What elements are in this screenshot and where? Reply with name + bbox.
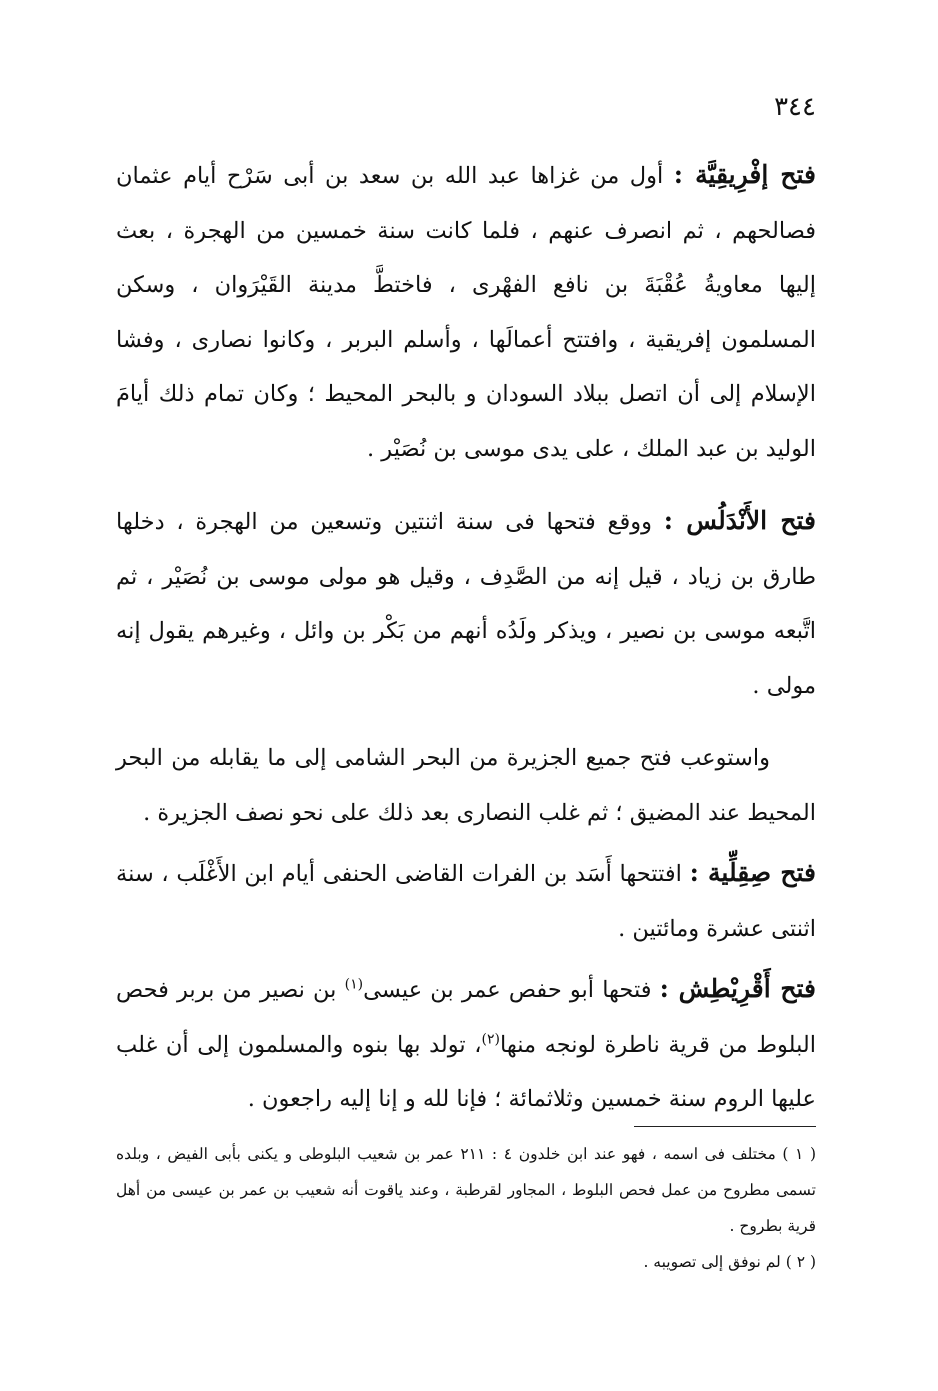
paragraph-text: أول من غزاها عبد الله بن سعد بن أبى سَرْح أيام عثمان فصالحهم ، ثم انصرف عنهم ، فلما كانت سنة خمسين من الهجرة ، بعث إليها معاويةُ عُقْبَةَ بن نافع الفهْرى ، فاختطَّ مدينة القَيْرَوان ، وسكن المسلمون إفريقية ، وافتتح أعمالَها ، وأسلم البربر ، وكانوا نصارى ، وفشا الإسلام إلى أن اتصل ببلاد السودان و بالبحر المحيط ؛ وكان تمام ذلك أيامَ الوليد بن عبد الملك ، على يدى موسى بن نُصَيْر .	[116, 163, 816, 462]
footnote-1: ( ١ ) مختلف فى اسمه ، فهو عند ابن خلدون ٤ : ٢١١ عمر بن شعيب البلوطى و يكنى بأبى الفيض ، وبلده تسمى مطروح من عمل فحص البلوط ، المجاور لقرطبة ، وعند ياقوت أنه شعيب بن عمر بن عيسى من أهل قرية بطروح .	[116, 1145, 816, 1235]
section-heading: فتح إفْرِيقِيَّة :	[673, 160, 816, 189]
paragraph-ifriqiya	[116, 148, 816, 476]
footnote-2: ( ٢ ) لم نوفق إلى تصويبه .	[643, 1253, 816, 1271]
paragraph-text: افتتحها أَسَد بن الفرات القاضى الحنفى أيام ابن الأَغْلَب ، سنة اثنتى عشرة ومائتين .	[116, 861, 816, 942]
section-heading: فتح الأَنْدَلُس :	[663, 506, 816, 535]
footnotes	[116, 1136, 816, 1280]
section-heading: فتح صِقِلِّية :	[689, 858, 816, 887]
paragraph-sicily	[116, 846, 816, 956]
paragraph-text: واستوعب فتح جميع الجزيرة من البحر الشامى إلى ما يقابله من البحر المحيط عند المضيق ؛ ثم غلب النصارى بعد ذلك على نحو نصف الجزيرة .	[116, 745, 816, 826]
footnote-divider	[634, 1126, 816, 1127]
section-heading: فتح أَقْرِيْطِش :	[659, 974, 817, 1003]
paragraph-text: ووقع فتحها فى سنة اثنتين وتسعين من الهجرة ، دخلها طارق بن زياد ، قيل إنه من الصَّدِف ، وقيل هو مولى موسى بن نُصَيْر ، ثم اتَّبعه موسى بن نصير ، ويذكر ولَدُه أنهم من بَكْر بن وائل ، وغيرهم يقول إنه مولى .	[116, 509, 816, 699]
paragraph-text: ، تولد بها بنوه والمسلمون إلى أن غلب عليها الروم سنة خمسين وثلاثمائة ؛ فإنا لله و إنا إليه راجعون .	[116, 1031, 816, 1112]
paragraph-crete	[116, 962, 816, 1127]
paragraph-andalus	[116, 494, 816, 713]
paragraph-peninsula	[116, 731, 816, 840]
footnote-ref-1: (١)	[344, 976, 364, 993]
main-text	[116, 148, 816, 1133]
paragraph-text: فتحها أبو حفص عمر بن عيسى	[363, 977, 660, 1003]
footnote-ref-2: (٢)	[481, 1031, 500, 1047]
paragraph-text: بن نصير من بربر فحص البلوط من قرية ناطرة لونجه منها	[116, 977, 816, 1058]
page-number: ٣٤٤	[774, 92, 816, 122]
